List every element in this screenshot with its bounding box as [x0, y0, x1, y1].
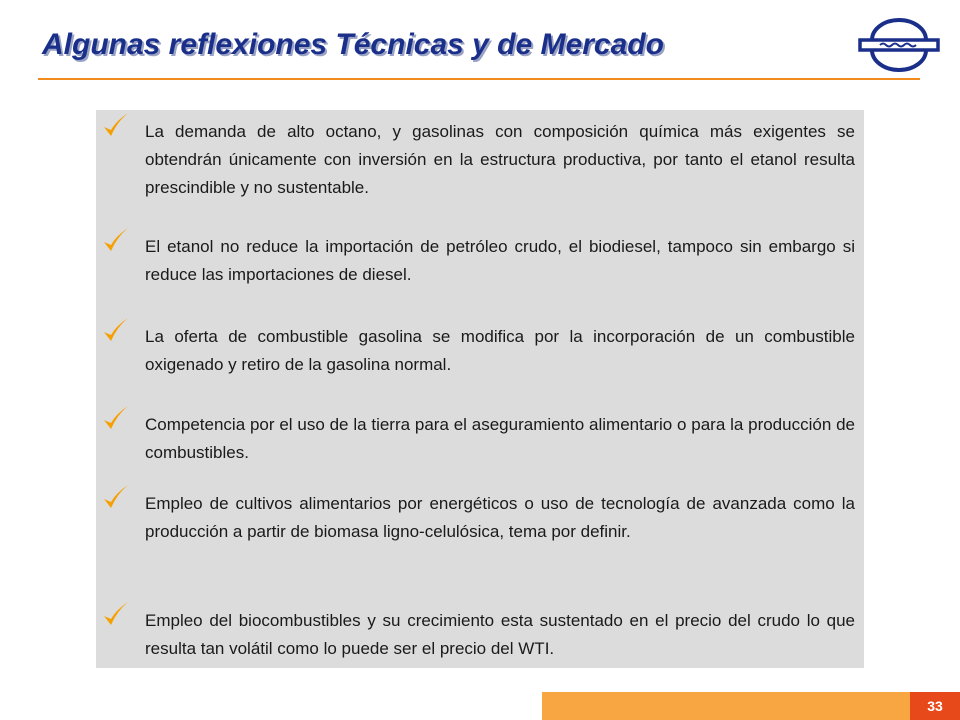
checkmark-icon	[100, 403, 130, 433]
checkmark-icon	[100, 315, 130, 345]
page-number: 33	[927, 698, 943, 714]
bullet-text: La demanda de alto octano, y gasolinas con composición química más exigentes se obtendrán únicamente con inversión en la estructura productiva, por tanto el etanol resulta prescindible y no sustentable.	[145, 122, 855, 197]
title-underline	[38, 78, 920, 80]
bullet-text: Empleo de cultivos alimentarios por energéticos o uso de tecnología de avanzada como la producción a partir de biomasa ligno-celulósica, tema por definir.	[145, 494, 855, 541]
bullet-text: Competencia por el uso de la tierra para el aseguramiento alimentario o para la producción de combustibles.	[145, 415, 855, 462]
company-logo-icon	[858, 16, 940, 72]
slide-title: Algunas reflexiones Técnicas y de Mercado	[42, 28, 664, 61]
bullet-text: La oferta de combustible gasolina se modifica por la incorporación de un combustible oxigenado y retiro de la gasolina normal.	[145, 327, 855, 374]
footer-bar	[542, 692, 910, 720]
bullet-text: El etanol no reduce la importación de petróleo crudo, el biodiesel, tampoco sin embargo si reduce las importaciones de diesel.	[145, 237, 855, 284]
bullet-text: Empleo del biocombustibles y su crecimiento esta sustentado en el precio del crudo lo que resulta tan volátil como lo puede ser el precio del WTI.	[145, 611, 855, 658]
checkmark-icon	[100, 482, 130, 512]
checkmark-icon	[100, 599, 130, 629]
checkmark-icon	[100, 110, 130, 140]
checkmark-icon	[100, 225, 130, 255]
